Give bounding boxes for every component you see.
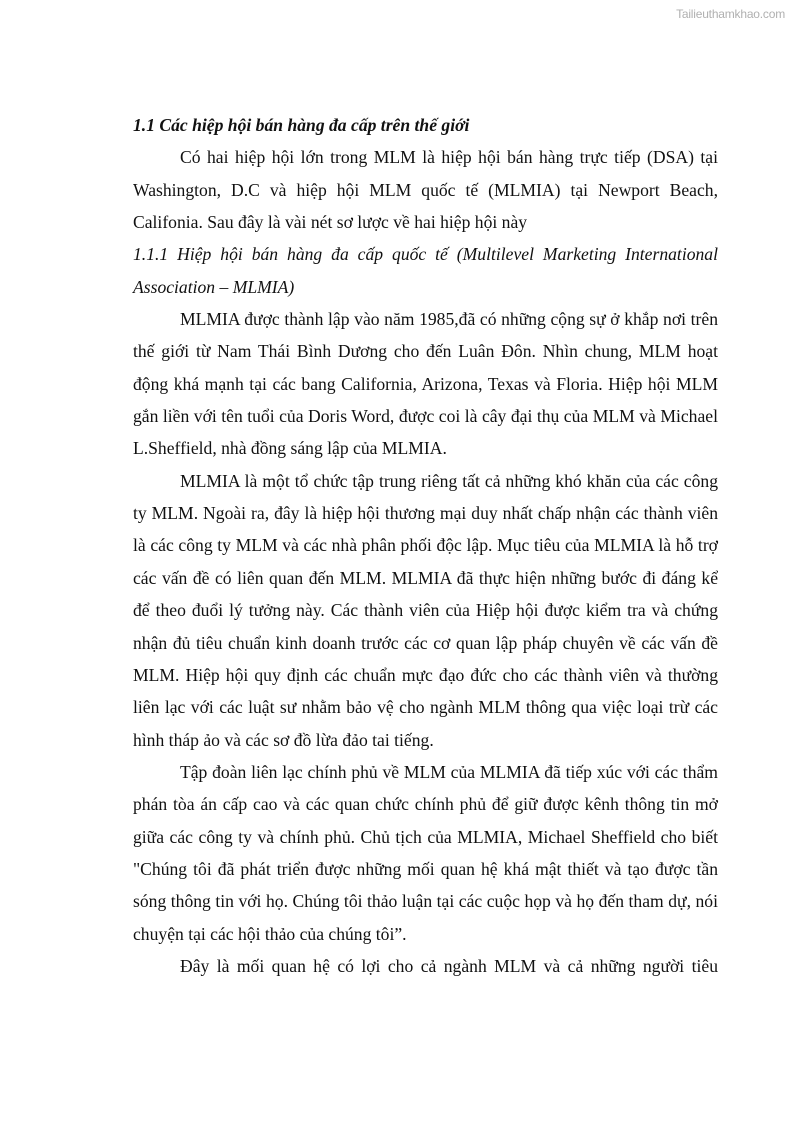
intro-paragraph: Có hai hiệp hội lớn trong MLM là hiệp hội bán hàng trực tiếp (DSA) tại Washington, D.C và hiệp hội MLM quốc tế (MLMIA) tại Newport Beach, Califonia. Sau đây là vài nét sơ lược về hai hiệp hội này <box>133 147 718 233</box>
watermark: Tailieuthamkhao.com <box>676 7 785 21</box>
paragraph: Tập đoàn liên lạc chính phủ về MLM của MLMIA đã tiếp xúc với các thẩm phán tòa án cấp cao và các quan chức chính phủ để giữ được kênh thông tin mở giữa các công ty và chính phủ. Chủ tịch của MLMIA, Michael Sheffield cho biết "Chúng tôi đã phát triển được những mối quan hệ khá mật thiết và tạo được tần sóng thông tin với họ. Chúng tôi thảo luận tại các cuộc họp và họ đến tham dự, nói chuyện tại các hội thảo của chúng tôi”. <box>133 761 718 944</box>
document-page <box>133 109 718 982</box>
section-heading: 1.1 Các hiệp hội bán hàng đa cấp trên thế giới <box>133 115 470 135</box>
paragraph: MLMIA là một tổ chức tập trung riêng tất cả những khó khăn của các công ty MLM. Ngoài ra, đây là hiệp hội thương mại duy nhất chấp nhận các thành viên là các công ty MLM và các nhà phân phối độc lập. Mục tiêu của MLMIA là hỗ trợ các vấn đề có liên quan đến MLM. MLMIA đã thực hiện những bước đi đáng kể để theo đuổi lý tưởng này. Các thành viên của Hiệp hội được kiểm tra và chứng nhận đủ tiêu chuẩn kinh doanh trước các cơ quan lập pháp chuyên về các vấn đề MLM. Hiệp hội quy định các chuẩn mực đạo đức cho các thành viên và thường liên lạc với các luật sư nhằm bảo vệ cho ngành MLM thông qua việc loại trừ các hình tháp ảo và các sơ đồ lừa đảo tai tiếng. <box>133 470 718 750</box>
paragraph: MLMIA được thành lập vào năm 1985,đã có những cộng sự ở khắp nơi trên thế giới từ Nam Thái Bình Dương cho đến Luân Đôn. Nhìn chung, MLM hoạt động khá mạnh tại các bang California, Arizona, Texas và Floria. Hiệp hội MLM gắn liền với tên tuổi của Doris Word, được coi là cây đại thụ của MLM và Michael L.Sheffield, nhà đồng sáng lập của MLMIA. <box>133 309 718 459</box>
subsection-heading: 1.1.1 Hiệp hội bán hàng đa cấp quốc tế (Multilevel Marketing International Association – MLMIA) <box>133 244 718 297</box>
paragraph: Đây là mối quan hệ có lợi cho cả ngành MLM và cả những người tiêu <box>180 955 718 976</box>
